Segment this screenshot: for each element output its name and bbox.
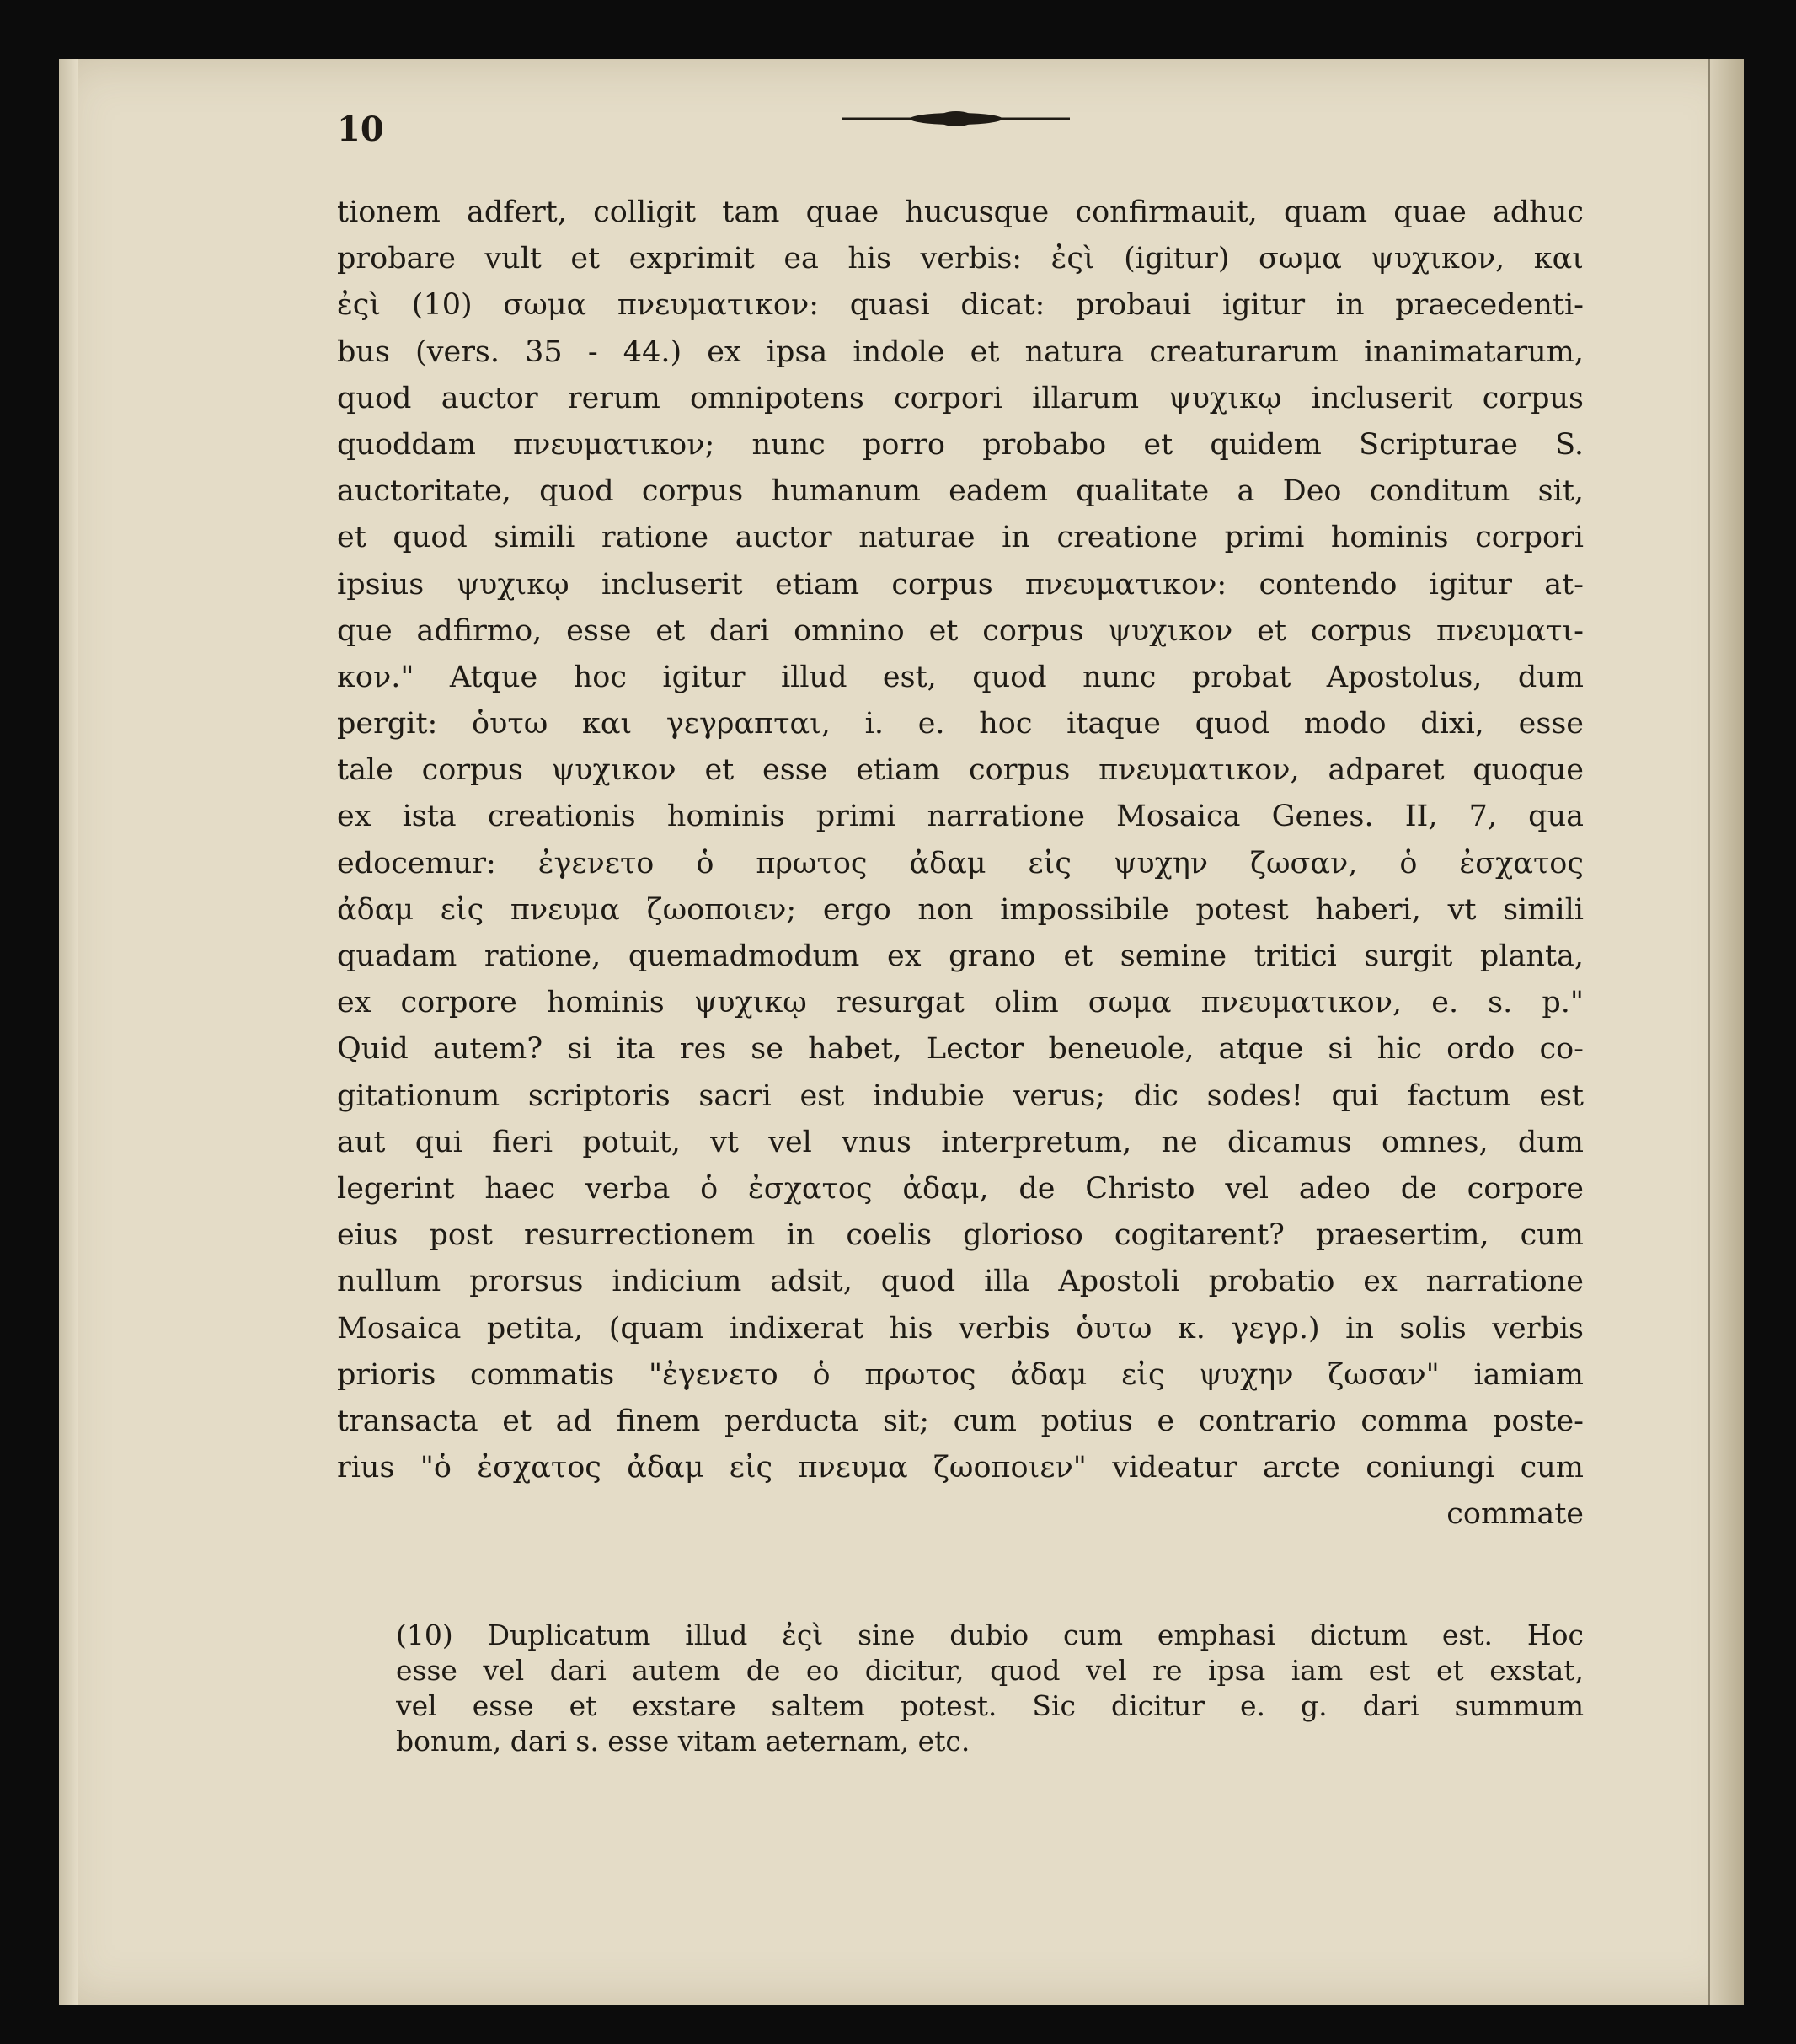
- footnote-line: vel esse et exstare saltem potest. Sic dicitur e. g. dari summum: [396, 1689, 1584, 1722]
- text-line: rius "ὁ ἐσχατος ἀδαμ εἰς πνευμα ζωοποιεν" videatur arcte coniungi cum: [337, 1451, 1584, 1485]
- text-line: pergit: ὁυτω και γεγραπται, i. e. hoc itaque quod modo dixi, esse: [337, 707, 1584, 741]
- text-line: probare vult et exprimit ea his verbis: ἐςὶ (igitur) σωμα ψυχικον, και: [337, 242, 1584, 276]
- text-line: quod auctor rerum omnipotens corpori illarum ψυχικῳ incluserit corpus: [337, 381, 1584, 415]
- text-line: Mosaica petita, (quam indixerat his verbis ὁυτω κ. γεγρ.) in solis verbis: [337, 1311, 1584, 1346]
- text-line: eius post resurrectionem in coelis glorioso cogitarent? praesertim, cum: [337, 1218, 1584, 1253]
- text-line: et quod simili ratione auctor naturae in creatione primi hominis corpori: [337, 521, 1584, 555]
- text-line: tale corpus ψυχικον et esse etiam corpus πνευματικον, adparet quoque: [337, 753, 1584, 788]
- text-line: transacta et ad finem perducta sit; cum potius e contrario comma poste-: [337, 1404, 1584, 1438]
- text-line: edocemur: ἐγενετο ὁ πρωτος ἀδαμ εἰς ψυχην ζωσαν, ὁ ἐσχατος: [337, 846, 1584, 880]
- text-line: gitationum scriptoris sacri est indubie verus; dic sodes! qui factum est: [337, 1078, 1584, 1113]
- text-line: ex corpore hominis ψυχικῳ resurgat olim σωμα πνευματικον, e. s. p.": [337, 986, 1584, 1020]
- text-line: ἀδαμ εἰς πνευμα ζωοποιεν; ergo non impossibile potest haberi, vt simili: [337, 892, 1584, 927]
- text-line: que adfirmo, esse et dari omnino et corpus ψυχικον et corpus πνευματι-: [337, 613, 1584, 648]
- catchword: commate: [1446, 1497, 1584, 1532]
- page-number: 10: [337, 110, 384, 149]
- footnote-line: (10) Duplicatum illud ἐςὶ sine dubio cum emphasi dictum est. Hoc: [396, 1619, 1584, 1651]
- footnote-line: bonum, dari s. esse vitam aeternam, etc.: [396, 1725, 970, 1758]
- footnote-line: esse vel dari autem de eo dicitur, quod vel re ipsa iam est et exstat,: [396, 1654, 1584, 1687]
- text-line: κον." Atque hoc igitur illud est, quod nunc probat Apostolus, dum: [337, 660, 1584, 694]
- ornament-rule-icon: [842, 110, 1070, 128]
- gutter-shadow: [59, 59, 78, 2005]
- text-line: bus (vers. 35 - 44.) ex ipsa indole et natura creaturarum inanimatarum,: [337, 334, 1584, 369]
- text-line: prioris commatis "ἐγενετο ὁ πρωτος ἀδαμ εἰς ψυχην ζωσαν" iamiam: [337, 1357, 1584, 1392]
- text-line: nullum prorsus indicium adsit, quod illa Apostoli probatio ex narratione: [337, 1265, 1584, 1299]
- text-line: tionem adfert, colligit tam quae hucusque confirmauit, quam quae adhuc: [337, 195, 1584, 229]
- text-line: Quid autem? si ita res se habet, Lector beneuole, atque si hic ordo co-: [337, 1032, 1584, 1067]
- page-edge: [1708, 59, 1744, 2005]
- text-line: quadam ratione, quemadmodum ex grano et semine tritici surgit planta,: [337, 939, 1584, 973]
- footnote: [396, 1618, 1584, 1759]
- text-line: quoddam πνευματικον; nunc porro probabo et quidem Scripturae S.: [337, 427, 1584, 462]
- main-text-block: [337, 190, 1584, 1538]
- text-line: auctoritate, quod corpus humanum eadem qualitate a Deo conditum sit,: [337, 474, 1584, 509]
- text-line: ex ista creationis hominis primi narratione Mosaica Genes. II, 7, qua: [337, 800, 1584, 834]
- text-line: ipsius ψυχικῳ incluserit etiam corpus πνευματικον: contendo igitur at-: [337, 567, 1584, 602]
- text-line: legerint haec verba ὁ ἐσχατος ἀδαμ, de Christo vel adeo de corpore: [337, 1171, 1584, 1206]
- text-line: aut qui fieri potuit, vt vel vnus interpretum, ne dicamus omnes, dum: [337, 1125, 1584, 1159]
- text-line: ἐςὶ (10) σωμα πνευματικον: quasi dicat: probaui igitur in praecedenti-: [337, 288, 1584, 323]
